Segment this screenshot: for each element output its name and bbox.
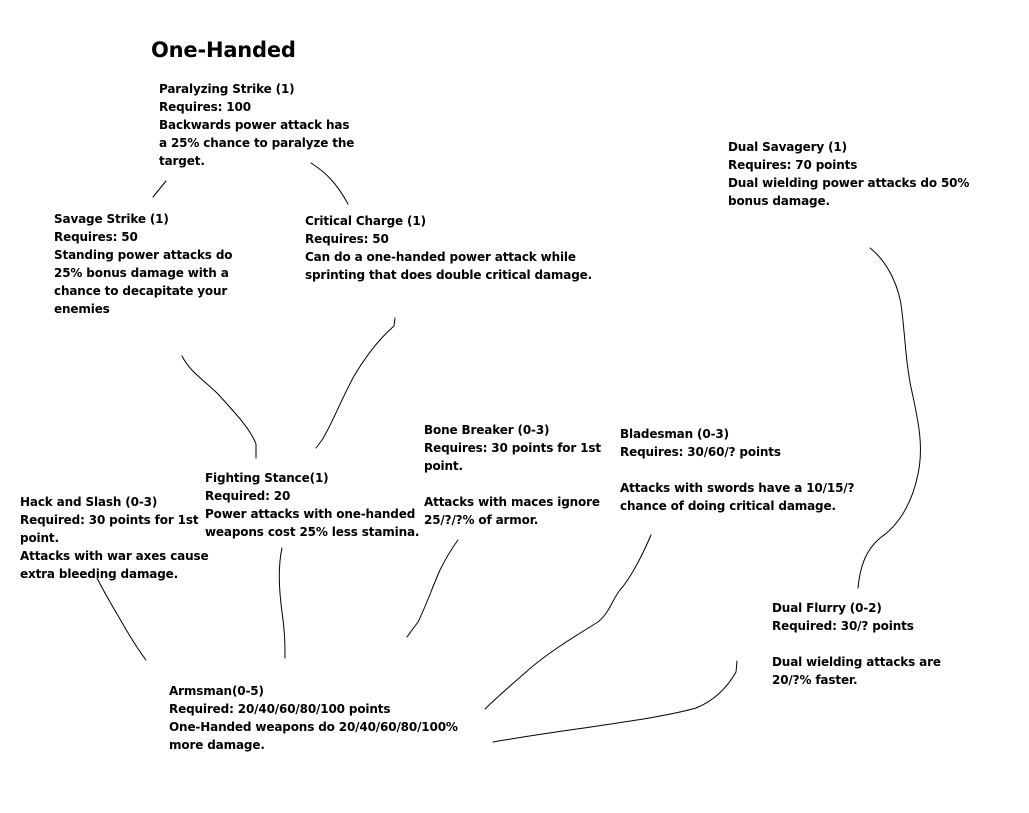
perk-bladesman bbox=[620, 425, 854, 515]
perk-name: Dual Savagery (1) bbox=[728, 140, 847, 154]
link-flurry-to-armsman bbox=[493, 661, 737, 742]
perk-description: Attacks with war axes cause bbox=[20, 549, 209, 563]
perk-requirement: Required: 30 points for 1st bbox=[20, 513, 199, 527]
perk-name: Critical Charge (1) bbox=[305, 214, 426, 228]
perk-fighting-stance bbox=[205, 469, 419, 541]
perk-requirement: Requires: 30 points for 1st bbox=[424, 441, 601, 455]
perk-description: target. bbox=[159, 154, 205, 168]
perk-description: Can do a one-handed power attack while bbox=[305, 250, 576, 264]
perk-description: chance of doing critical damage. bbox=[620, 499, 836, 513]
perk-name: Fighting Stance(1) bbox=[205, 471, 329, 485]
perk-name: Bone Breaker (0-3) bbox=[424, 423, 550, 437]
perk-name: Savage Strike (1) bbox=[54, 212, 169, 226]
perk-armsman bbox=[169, 682, 458, 754]
perk-description: a 25% chance to paralyze the bbox=[159, 136, 355, 150]
perk-description: Standing power attacks do bbox=[54, 248, 233, 262]
perk-requirement: Requires: 30/60/? points bbox=[620, 445, 781, 459]
perk-description: 20/?% faster. bbox=[772, 673, 858, 687]
perk-requirement: Requires: 70 points bbox=[728, 158, 858, 172]
link-savage-to-stance bbox=[182, 356, 256, 458]
perk-requirement: Requires: 50 bbox=[54, 230, 138, 244]
perk-requirement: point. bbox=[424, 459, 463, 473]
link-critical-to-stance bbox=[316, 318, 395, 448]
perk-description: Dual wielding attacks are bbox=[772, 655, 941, 669]
perk-dual-savagery bbox=[728, 138, 969, 210]
perk-description: chance to decapitate your bbox=[54, 284, 228, 298]
perk-requirement: point. bbox=[20, 531, 59, 545]
perk-critical-charge bbox=[305, 212, 592, 284]
perk-name: Paralyzing Strike (1) bbox=[159, 82, 295, 96]
perk-bone-breaker bbox=[424, 421, 601, 529]
link-stance-to-armsman bbox=[279, 548, 285, 658]
link-paralyzing-to-savage bbox=[153, 181, 166, 197]
perk-description: Attacks with swords have a 10/15/? bbox=[620, 481, 855, 495]
link-bladesman-to-armsman bbox=[485, 535, 651, 709]
perk-description: bonus damage. bbox=[728, 194, 830, 208]
perk-requirement: Requires: 50 bbox=[305, 232, 389, 246]
link-dualsavagery-to-flurry bbox=[858, 248, 920, 588]
perk-description: sprinting that does double critical damage. bbox=[305, 268, 593, 282]
perk-description: extra bleeding damage. bbox=[20, 567, 179, 581]
perk-description: more damage. bbox=[169, 738, 265, 752]
link-hack-to-armsman bbox=[97, 578, 146, 660]
perk-description: Backwards power attack has bbox=[159, 118, 350, 132]
perk-name: Hack and Slash (0-3) bbox=[20, 495, 158, 509]
perk-description: 25% bonus damage with a bbox=[54, 266, 229, 280]
perk-paralyzing-strike bbox=[159, 80, 354, 170]
perk-description: One-Handed weapons do 20/40/60/80/100% bbox=[169, 720, 458, 734]
perk-requirement: Required: 20/40/60/80/100 points bbox=[169, 702, 391, 716]
perk-description: 25/?/?% of armor. bbox=[424, 513, 539, 527]
perk-spacer bbox=[620, 461, 854, 479]
perk-description: Power attacks with one-handed bbox=[205, 507, 416, 521]
perk-hack-and-slash bbox=[20, 493, 209, 583]
perk-savage-strike bbox=[54, 210, 232, 318]
perk-description: Dual wielding power attacks do 50% bbox=[728, 176, 970, 190]
perk-name: Dual Flurry (0-2) bbox=[772, 601, 882, 615]
perk-description: weapons cost 25% less stamina. bbox=[205, 525, 420, 539]
perk-spacer bbox=[772, 635, 941, 653]
perk-description: enemies bbox=[54, 302, 110, 316]
perk-description: Attacks with maces ignore bbox=[424, 495, 600, 509]
perk-requirement: Requires: 100 bbox=[159, 100, 251, 114]
perk-requirement: Required: 20 bbox=[205, 489, 291, 503]
perk-dual-flurry bbox=[772, 599, 941, 689]
perk-requirement: Required: 30/? points bbox=[772, 619, 914, 633]
link-bone-to-armsman bbox=[407, 540, 458, 637]
perk-name: Armsman(0-5) bbox=[169, 684, 264, 698]
perk-name: Bladesman (0-3) bbox=[620, 427, 729, 441]
perk-spacer bbox=[424, 475, 601, 493]
tree-title: One-Handed bbox=[151, 38, 296, 62]
